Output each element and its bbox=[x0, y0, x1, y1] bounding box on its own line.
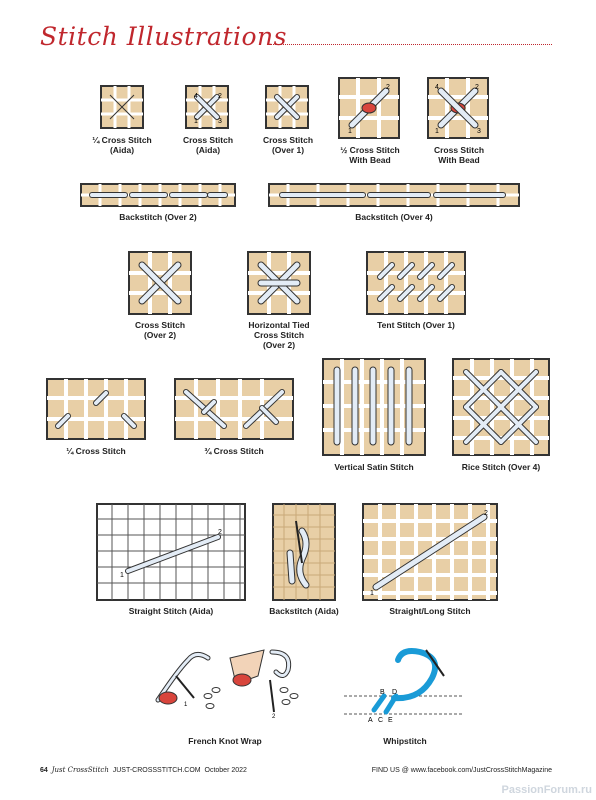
svg-text:C: C bbox=[378, 717, 384, 724]
svg-text:3: 3 bbox=[477, 128, 481, 135]
caption-cross-bead: Cross Stitch With Bead bbox=[433, 145, 485, 165]
title-rule bbox=[270, 44, 552, 45]
svg-text:2: 2 bbox=[484, 510, 488, 517]
caption-quarter-aida: ¼ Cross Stitch (Aida) bbox=[92, 135, 152, 155]
quarter-cross-aida-diagram bbox=[100, 85, 144, 129]
page-title: Stitch Illustrations bbox=[40, 22, 287, 51]
caption-cross-aida: Cross Stitch (Aida) bbox=[182, 135, 234, 155]
vertical-satin-diagram bbox=[322, 358, 426, 456]
caption-back4: Backstitch (Over 4) bbox=[355, 212, 433, 222]
straight-stitch-aida-diagram bbox=[96, 503, 246, 601]
svg-text:2: 2 bbox=[218, 93, 222, 100]
caption-french-knot: French Knot Wrap bbox=[188, 736, 262, 746]
svg-text:D: D bbox=[392, 689, 398, 696]
caption-whipstitch: Whipstitch bbox=[383, 736, 427, 746]
svg-text:2: 2 bbox=[272, 714, 276, 720]
whipstitch-diagram bbox=[344, 640, 464, 724]
caption-straight-long: Straight/Long Stitch bbox=[389, 606, 471, 616]
cross-aida-diagram bbox=[185, 85, 229, 129]
svg-text:A: A bbox=[368, 717, 373, 724]
backstitch-aida-diagram bbox=[272, 503, 336, 601]
hand-icon bbox=[159, 692, 177, 704]
svg-text:1: 1 bbox=[348, 128, 352, 135]
svg-text:2: 2 bbox=[386, 84, 390, 91]
cross-over2-diagram bbox=[128, 251, 192, 315]
caption-three-quarter: ¾ Cross Stitch bbox=[204, 446, 264, 456]
caption-rice: Rice Stitch (Over 4) bbox=[461, 462, 541, 472]
svg-text:1: 1 bbox=[120, 572, 124, 579]
caption-straight-aida: Straight Stitch (Aida) bbox=[128, 606, 214, 616]
quarter-cross-diagram bbox=[46, 378, 146, 440]
horizontal-tied-cross-diagram bbox=[247, 251, 311, 315]
backstitch-over2-diagram bbox=[80, 183, 236, 207]
needle-icon bbox=[176, 676, 194, 698]
svg-text:B: B bbox=[380, 689, 385, 696]
three-quarter-cross-diagram bbox=[174, 378, 294, 440]
caption-tent: Tent Stitch (Over 1) bbox=[377, 320, 455, 330]
svg-text:4: 4 bbox=[194, 93, 198, 100]
cross-over1-diagram bbox=[265, 85, 309, 129]
caption-quarter-cross: ¼ Cross Stitch bbox=[66, 446, 126, 456]
caption-horizontal-tied: Horizontal Tied Cross Stitch (Over 2) bbox=[248, 320, 310, 350]
cross-bead-diagram bbox=[427, 77, 489, 139]
caption-back2: Backstitch (Over 2) bbox=[119, 212, 197, 222]
svg-text:4: 4 bbox=[435, 84, 439, 91]
french-knot-diagram bbox=[148, 640, 304, 720]
svg-text:E: E bbox=[388, 717, 393, 724]
svg-text:3: 3 bbox=[218, 118, 222, 125]
svg-text:1: 1 bbox=[370, 590, 374, 597]
site-url[interactable]: JUST-CROSSSTITCH.COM bbox=[112, 767, 201, 774]
caption-cross-over2: Cross Stitch (Over 2) bbox=[134, 320, 186, 340]
svg-text:2: 2 bbox=[218, 529, 222, 536]
tent-stitch-diagram bbox=[366, 251, 466, 315]
svg-text:1: 1 bbox=[184, 702, 188, 708]
watermark: PassionForum.ru bbox=[501, 784, 592, 796]
rice-stitch-diagram bbox=[452, 358, 550, 456]
caption-half-bead: ½ Cross Stitch With Bead bbox=[340, 145, 400, 165]
issue-date: October 2022 bbox=[204, 767, 247, 774]
straight-long-stitch-diagram bbox=[362, 503, 498, 601]
caption-cross-over1: Cross Stitch (Over 1) bbox=[262, 135, 314, 155]
svg-text:1: 1 bbox=[194, 118, 198, 125]
half-cross-bead-diagram bbox=[338, 77, 400, 139]
svg-text:1: 1 bbox=[435, 128, 439, 135]
backstitch-over4-diagram bbox=[268, 183, 520, 207]
footer-social[interactable]: FIND US @ www.facebook.com/JustCrossStitchMagazine bbox=[371, 767, 552, 774]
bead-icon bbox=[362, 103, 376, 113]
page-number: 64 bbox=[40, 767, 48, 774]
caption-vertical-satin: Vertical Satin Stitch bbox=[334, 462, 414, 472]
svg-text:2: 2 bbox=[475, 84, 479, 91]
footer-left bbox=[40, 766, 247, 774]
magazine-name: Just CrossStitch bbox=[51, 766, 109, 774]
caption-back-aida: Backstitch (Aida) bbox=[269, 606, 339, 616]
